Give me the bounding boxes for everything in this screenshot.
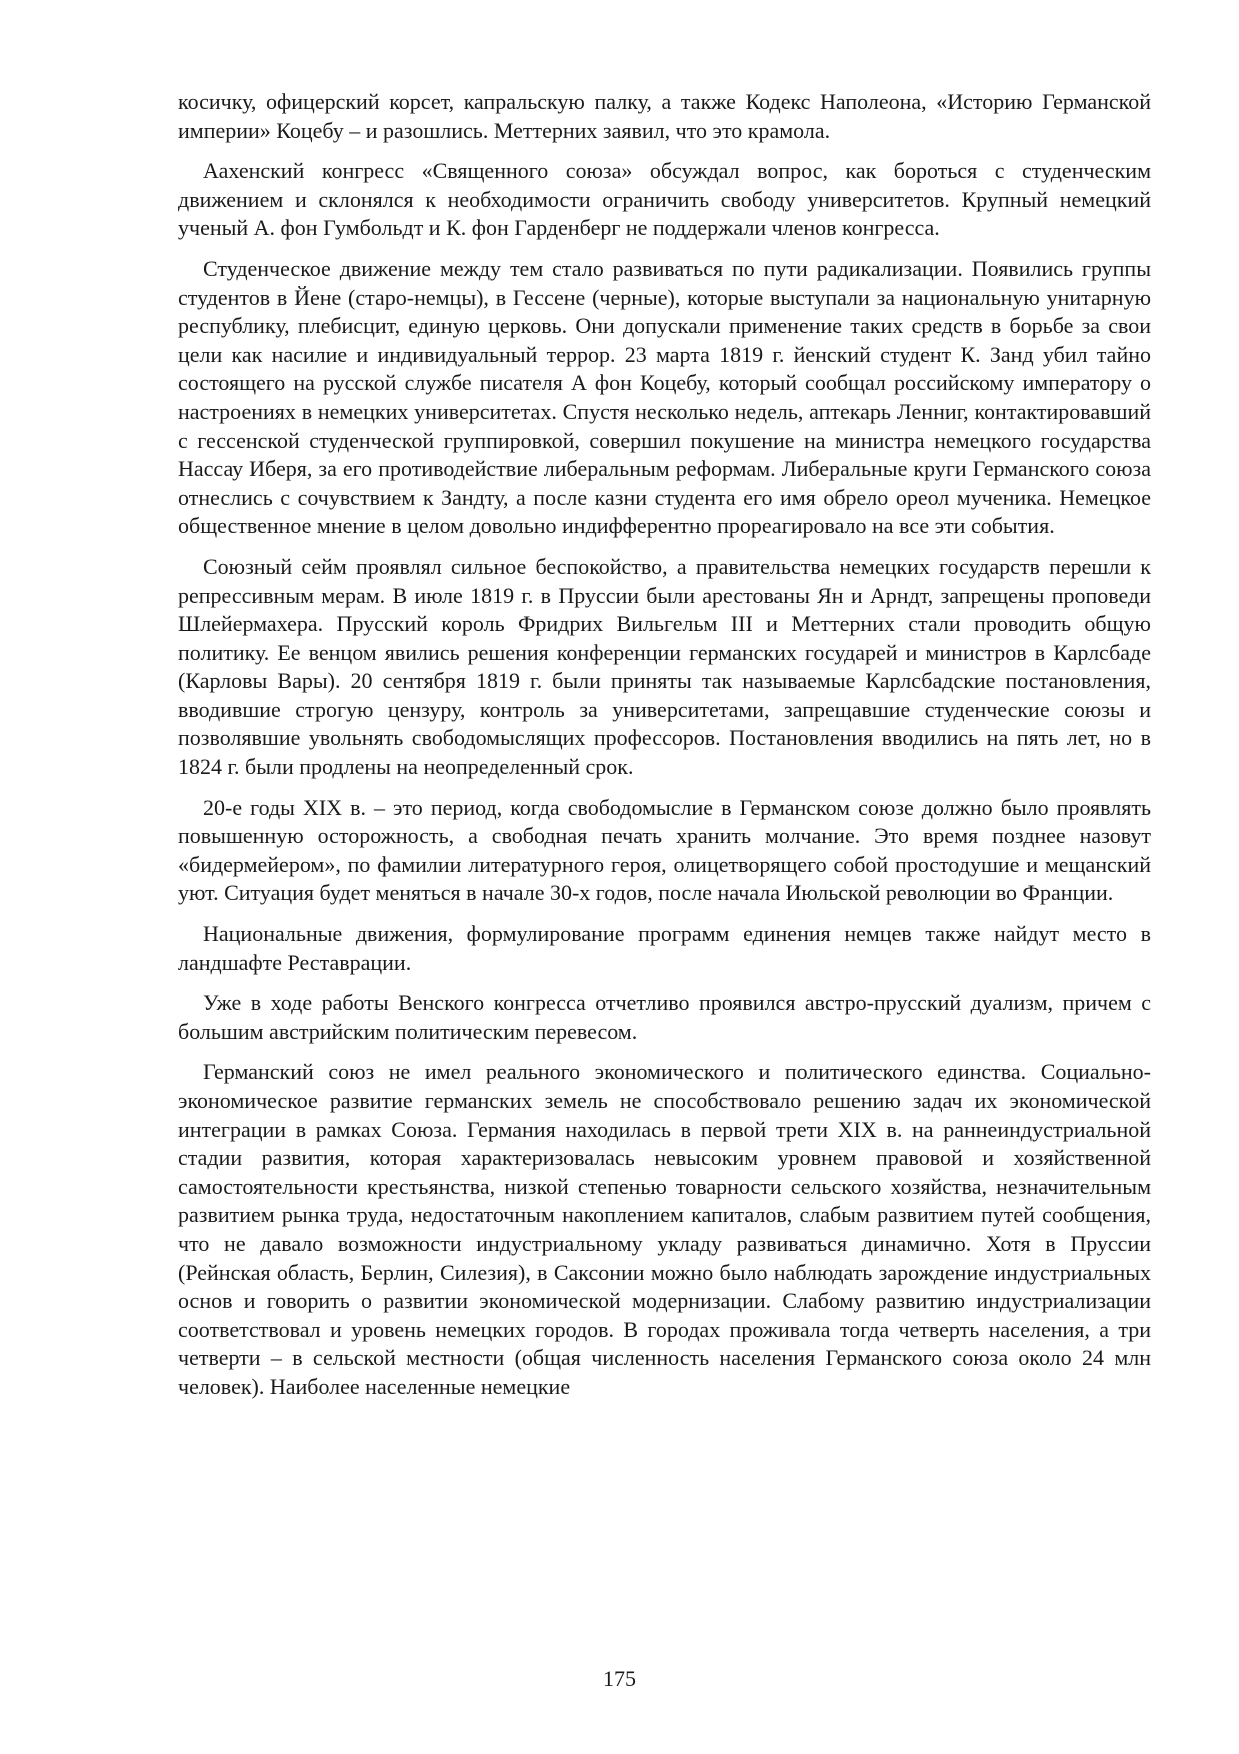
paragraph-continuation: косичку, офицерский корсет, капральскую палку, а также Кодекс Наполеона, «Историю Германской империи» Коцебу – и разошлись. Меттерних заявил, что это крамола. [178, 89, 1151, 143]
paragraph-1820s: 20-е годы XIX в. – это период, когда свободомыслие в Германском союзе должно было проявлять повышенную осторожность, а свободная печать хранить молчание. Это время позднее назовут «бидермейером», по фамилии литературного героя, олицетворящего собой простодушие и мещанский уют. Ситуация будет меняться в начале 30-х годов, после начала Июльской революции во Франции. [178, 794, 1151, 906]
paragraph-national-movements: Национальные движения, формулирование программ единения немцев также найдут место в ландшафте Реставрации. [178, 921, 1151, 975]
paragraph-federal-diet: Союзный сейм проявлял сильное беспокойство, а правительства немецких государств перешли к репрессивным мерам. В июле 1819 г. в Пруссии были арестованы Ян и Арндт, запрещены проповеди Шлейермахера. Прусский король Фридрих Вильгельм III и Меттерних стали проводить общую политику. Ее венцом явились решения конференции германских государей и министров в Карлсбаде (Карловы Вары). 20 сентября 1819 г. были приняты так называемые Карлсбадские постановления, вводившие строгую цензуру, контроль за университетами, запрещавшие студенческие союзы и позволявшие увольнять свободомыслящих профессоров. Постановления вводились на пять лет, но в 1824 г. были продлены на неопределенный срок. [178, 553, 1151, 780]
paragraph-economy: Германский союз не имел реального экономического и политического единства. Социально-экономическое развитие германских земель не способствовало решению задач их экономической интеграции в рамках Союза. Германия находилась в первой трети XIX в. на раннеиндустриальной стадии развития, которая характеризовалась невысоким уровнем правовой и хозяйственной самостоятельности крестьянства, низкой степенью товарности сельского хозяйства, незначительным развитием рынка труда, недостаточным накоплением капиталов, слабым развитием путей сообщения, что не давало возможности индустриальному укладу развиваться динамично. Хотя в Пруссии (Рейнская область, Берлин, Силезия), в Саксонии можно было наблюдать зарождение индустриальных основ и говорить о развитии экономической модернизации. Слабому развитию индустриализации соответствовал и уровень немецких городов. В городах проживала тогда четверть населения, а три четверти – в сельской местности (общая численность населения Германского союза около 24 млн человек). Наиболее населенные немецкие [178, 1059, 1151, 1399]
body-text [178, 88, 1151, 1414]
paragraph-student-movement: Студенческое движение между тем стало развиваться по пути радикализации. Появились группы студентов в Йене (старо-немцы), в Гессене (черные), которые выступали за национальную унитарную республику, плебисцит, единую церковь. Они допускали применение таких средств в борьбе за свои цели как насилие и индивидуальный террор. 23 марта 1819 г. йенский студент К. Занд убил тайно состоящего на русской службе писателя А фон Коцебу, который сообщал российскому императору о настроениях в немецких университетах. Спустя несколько недель, аптекарь Ленниг, контактировавший с гессенской студенческой группировкой, совершил покушение на министра немецкого государства Нассау Иберя, за его противодействие либеральным реформам. Либеральные круги Германского союза отнеслись с сочувствием к Зандту, а после казни студента его имя обрело ореол мученика. Немецкое общественное мнение в целом довольно индифферентно прореагировало на все эти события. [178, 255, 1151, 539]
paragraph-dualism: Уже в ходе работы Венского конгресса отчетливо проявился австро-прусский дуализм, причем с большим австрийским политическим перевесом. [178, 990, 1151, 1044]
paragraph-aachen-congress: Аахенский конгресс «Священного союза» обсуждал вопрос, как бороться с студенческим движением и склонялся к необходимости ограничить свободу университетов. Крупный немецкий ученый А. фон Гумбольдт и К. фон Гарденберг не поддержали членов конгресса. [178, 158, 1151, 241]
page-number: 175 [603, 1666, 636, 1691]
